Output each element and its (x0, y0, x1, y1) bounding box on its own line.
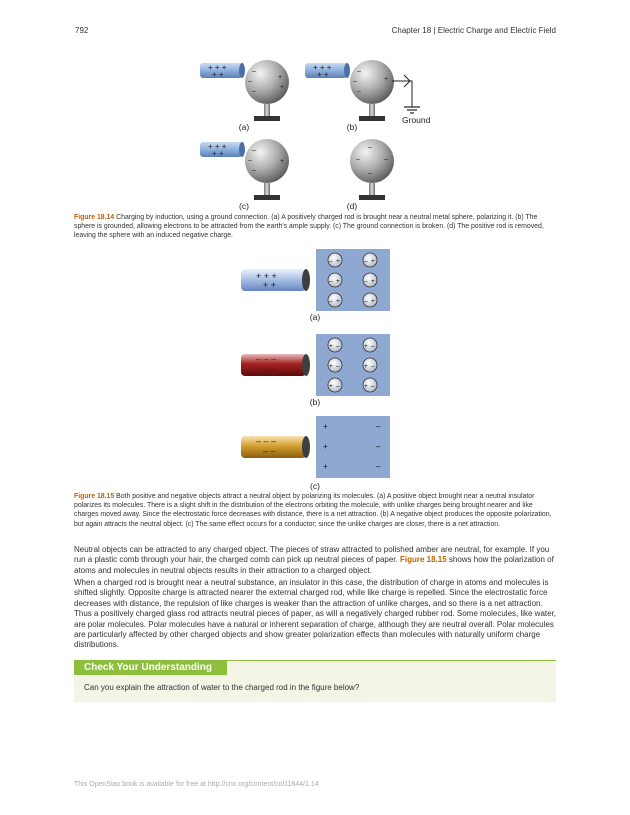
svg-text:+: + (329, 383, 333, 390)
svg-text:–: – (364, 258, 368, 265)
svg-text:–: – (364, 298, 368, 305)
svg-text:–: – (356, 156, 360, 163)
svg-text:–: – (376, 422, 381, 431)
svg-text:+: + (280, 84, 285, 91)
svg-text:+: + (371, 278, 375, 285)
svg-text:–: – (357, 68, 361, 75)
svg-text:–: – (248, 78, 252, 85)
svg-text:–: – (368, 170, 372, 177)
fig15-label-a: (a) (309, 312, 321, 322)
svg-text:+: + (329, 363, 333, 370)
footer-text: This OpenStax book is available for free at http://cnx.org/content/col11844/1.14 (74, 781, 319, 788)
figure-18-15-caption (74, 492, 556, 529)
figure-number: Figure 18.14 (74, 214, 115, 221)
fig15-label-b: (b) (309, 397, 321, 407)
svg-text:–: – (252, 68, 256, 75)
svg-text:–: – (353, 78, 357, 85)
svg-text:+: + (364, 363, 368, 370)
ground-label: Ground (402, 115, 431, 125)
paragraph-1 (74, 545, 558, 576)
caption-text: Both positive and negative objects attract a neutral object by polarizing its molecules. (a) A positive object brought near a neutral insulator polarizes its molecules. There is a slight shift in the distribution of the electrons orbiting the molecule, with unlike charges being brought nearer and like charges moved away. Since the electrostatic force decreases with distance, there is a net attraction. (b) A negative object produces the opposite polarization, but again attracts the neutral object. (c) The same effect occurs for a conductor; since the unlike charges are closer, there is a net attraction. (74, 493, 552, 528)
svg-text:+ + +: + + + (256, 271, 277, 281)
svg-text:–: – (376, 442, 381, 451)
svg-text:–: – (376, 462, 381, 471)
svg-text:+: + (329, 343, 333, 350)
page-number: 792 (75, 26, 89, 35)
paragraph-text: Neutral objects can be attracted to any charged object. The pieces of straw attracted to polished amber are neutral, for example. If you run a plastic comb through your hair, the charged comb can pick up neutral pieces of paper. (74, 545, 550, 565)
svg-text:+ +: + + (212, 149, 224, 158)
svg-text:–: – (252, 88, 256, 95)
svg-text:+ +: + + (317, 70, 329, 79)
caption-text: Charging by induction, using a ground connection. (a) A positively charged rod is brought near a neutral metal sphere, polarizing it. (b) The sphere is grounded, allowing electrons to be attracted from the earth's ample supply. (c) The ground connection is broken. (d) The positive rod is removed, leaving the sphere with an induced negative charge. (74, 214, 544, 240)
insulator-block (316, 334, 390, 396)
fig14-panel-b (305, 60, 420, 121)
figure-18-14-caption (74, 213, 556, 241)
fig15-label-c: (c) (310, 481, 320, 491)
svg-text:+ +: + + (212, 70, 224, 79)
figure-link[interactable]: Figure 18.15 (399, 555, 447, 565)
svg-text:–: – (252, 147, 256, 154)
svg-text:+ +: + + (263, 280, 277, 290)
svg-text:+ + +: + + + (208, 63, 227, 72)
svg-text:–: – (252, 167, 256, 174)
svg-text:+: + (371, 258, 375, 265)
fig14-label-b: (b) (346, 122, 358, 132)
svg-text:–: – (329, 258, 333, 265)
paragraph-2: When a charged rod is brought near a neutral substance, an insulator in this case, the distribution of charge in atoms and molecules is shifted slightly. Opposite charge is attracted nearer the external charged rod, while like charge is repelled. Since the electrostatic force decreases with distance, the repulsion of like charges is weaker than the attraction of unlike charges, and so there is a net attraction. Thus a positively charged glass rod attracts neutral pieces of paper, as will a negatively charged rubber rod. Some molecules, like water, are polar molecules. Polar molecules have a natural or inherent separation of charge, although they are neutral overall. Polar molecules are particularly affected by other charged objects and show greater polarization effects than molecules with naturally uniform charge distributions. (74, 578, 557, 650)
svg-text:+ + +: + + + (313, 63, 332, 72)
svg-text:+: + (336, 278, 340, 285)
svg-text:–: – (371, 343, 375, 350)
svg-text:+: + (278, 74, 283, 81)
fig14-label-c: (c) (239, 201, 249, 211)
svg-text:+: + (323, 422, 328, 431)
fig14-panel-a (200, 60, 289, 121)
svg-text:+: + (336, 298, 340, 305)
check-your-understanding-title: Check Your Understanding (74, 660, 227, 675)
svg-text:–: – (336, 383, 340, 390)
svg-text:–: – (336, 343, 340, 350)
fig15-panel-a (241, 249, 390, 311)
chapter-title: Chapter 18 | Electric Charge and Electric Field (391, 26, 556, 35)
fig14-panel-c (200, 139, 289, 200)
svg-text:+: + (323, 442, 328, 451)
fig14-panel-d (350, 139, 394, 200)
svg-text:+: + (371, 298, 375, 305)
insulator-block (316, 249, 390, 311)
svg-text:–: – (248, 157, 252, 164)
svg-text:+: + (323, 462, 328, 471)
svg-text:+: + (364, 343, 368, 350)
svg-text:+: + (280, 158, 285, 165)
check-your-understanding-question: Can you explain the attraction of water to the charged rod in the figure below? (84, 683, 360, 692)
svg-text:–: – (368, 144, 372, 151)
svg-text:–: – (329, 298, 333, 305)
svg-text:–: – (329, 278, 333, 285)
fig14-label-d: (d) (346, 201, 358, 211)
fig15-panel-c (241, 416, 390, 478)
svg-text:–: – (357, 88, 361, 95)
svg-text:+ + +: + + + (208, 142, 227, 151)
svg-text:–: – (384, 156, 388, 163)
svg-text:+: + (336, 258, 340, 265)
svg-text:– – –: – – – (256, 436, 277, 446)
figure-number: Figure 18.15 (74, 493, 115, 500)
figure-18-15-illustration (236, 246, 396, 486)
svg-text:– –: – – (263, 364, 276, 374)
fig14-label-a: (a) (238, 122, 250, 132)
svg-text:–: – (364, 278, 368, 285)
svg-text:+: + (364, 383, 368, 390)
figure-18-14-illustration (190, 55, 440, 215)
svg-text:–: – (371, 383, 375, 390)
svg-text:– –: – – (263, 446, 276, 456)
svg-text:+: + (384, 76, 389, 83)
paragraph-text: shows how the polarization of atoms and molecules in neutral objects results in their attraction to a charged object. (74, 555, 554, 575)
svg-text:– – –: – – – (256, 354, 277, 364)
svg-text:–: – (371, 363, 375, 370)
svg-text:–: – (336, 363, 340, 370)
fig15-panel-b (241, 334, 390, 396)
